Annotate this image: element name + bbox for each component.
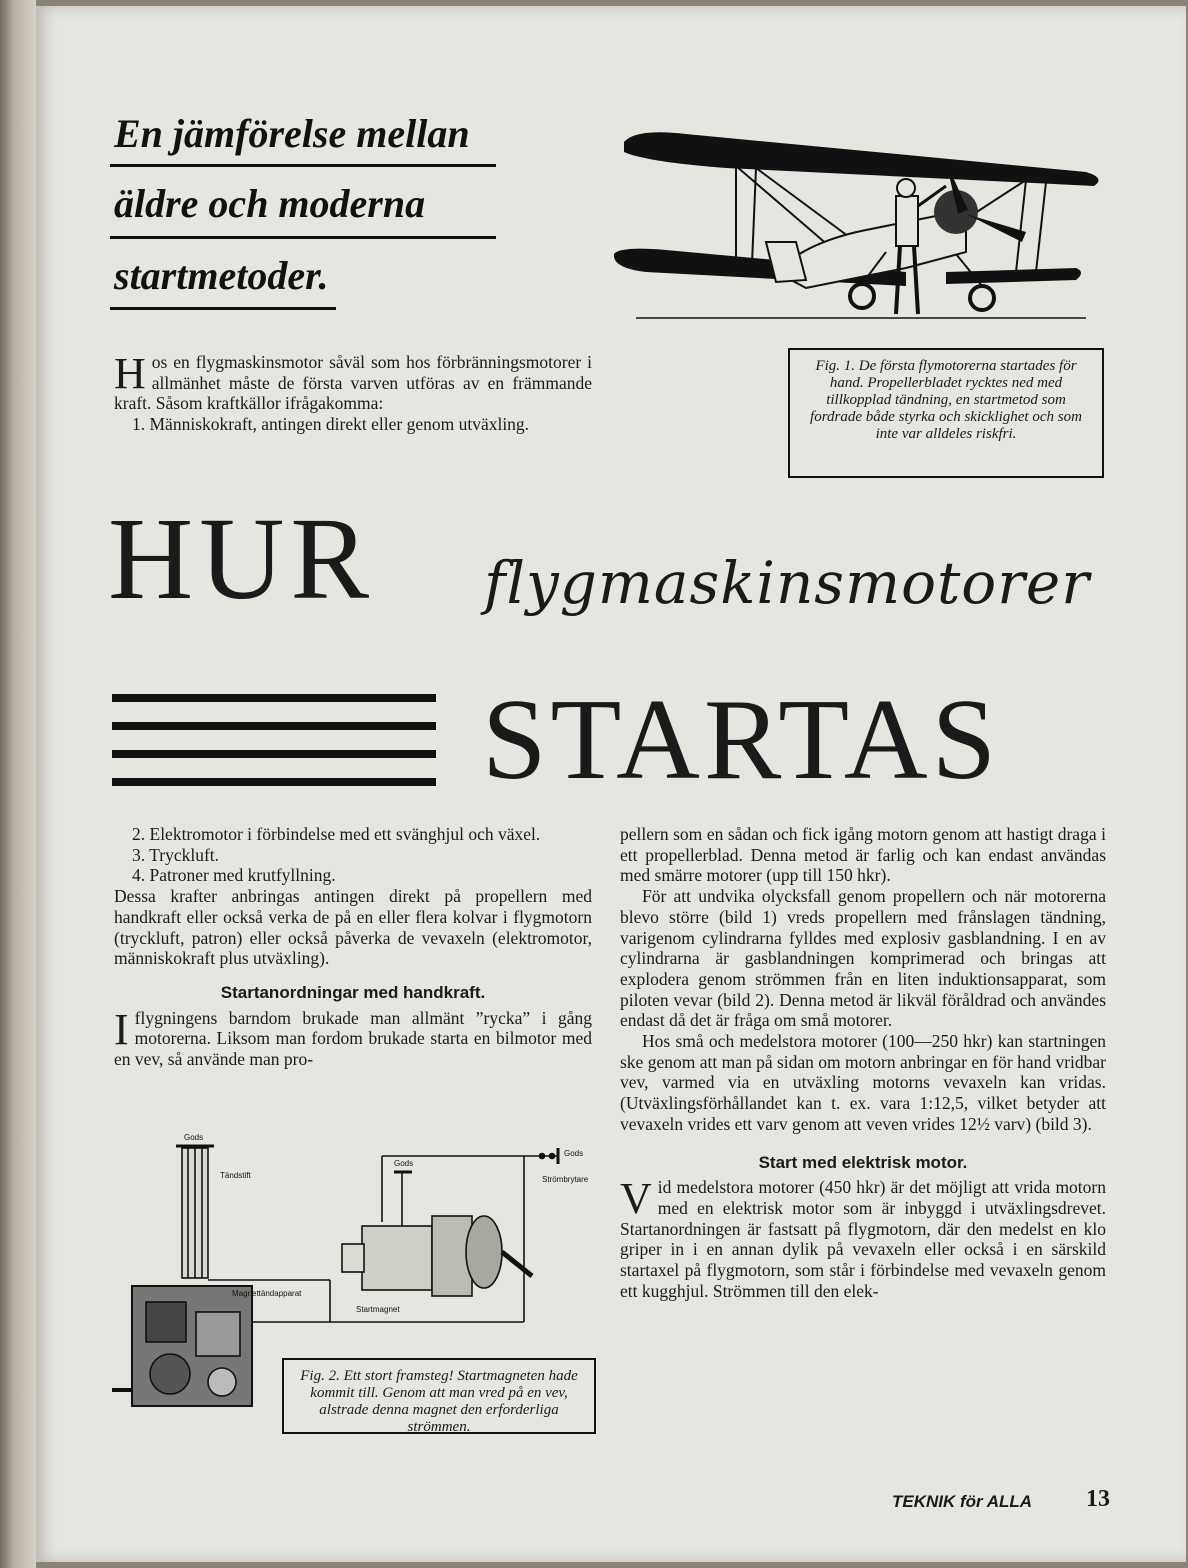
headline-rule-3	[110, 307, 336, 310]
label-magnettandapparat: Magnettändapparat	[232, 1289, 302, 1298]
label-gods-right: Gods	[564, 1149, 584, 1158]
title-stripe-2	[112, 722, 436, 730]
label-gods-mid: Gods	[394, 1159, 414, 1168]
intro-text: os en flygmaskinsmotor såväl som hos förbränningsmotorer i allmänhet måste de första varven utföras av en främmande kraft. Såsom kraftkällor ifrågakomma:	[114, 352, 592, 414]
biplane-illustration	[606, 122, 1106, 322]
fig2-caption: Fig. 2. Ett stort framsteg! Startmagneten hade kommit till. Genom att man vred på en vev, alstrade denna magnet den erforderliga strömmen.	[282, 1358, 596, 1434]
list-item-1: 1. Människokraft, antingen direkt eller genom utväxling.	[132, 414, 530, 435]
intro-section	[114, 349, 592, 435]
title-stripe-4	[112, 778, 436, 786]
footer-magazine-title: TEKNIK för ALLA	[892, 1492, 1033, 1511]
label-strombrytare: Strömbrytare	[542, 1175, 589, 1184]
headline-rule-1	[110, 164, 496, 167]
col2-paragraph-2: För att undvika olycksfall genom propellern och när motorerna blevo större (bild 1) vreds propellern med frånslagen tändning, varigenom cylindrarna fylldes med explosiv gasblandning. I en av cylindrarna är gasblandningen komprimerad och bringas att explodera genom strömmen från en liten induktionsapparat, som piloten vevar (bild 2). Denna metod är likväl föråldrad och användes endast då det är fråga om små motorer.	[620, 886, 1106, 1031]
fig1-caption: Fig. 1. De första flymotorerna startades för hand. Propellerbladet rycktes ned med tillkopplad tändning, en startmetod som fordrade både styrka och skicklighet och som inte var alldeles riskfri.	[788, 348, 1104, 478]
headline-line-3: startmetoder.	[114, 253, 329, 298]
footer-page-number: 13	[1086, 1486, 1110, 1512]
section-heading-handkraft: Startanordningar med handkraft.	[220, 982, 486, 1002]
intro-dropcap: H	[114, 349, 146, 398]
title-stripe-3	[112, 750, 436, 758]
magazine-page	[36, 6, 1186, 1562]
title-stripe-1	[112, 694, 436, 702]
paragraph-1: Dessa krafter anbringas antingen direkt på propellern med handkraft eller också verka de på en eller flera kolvar i flygmotorn (tryckluft, patron) eller också påverka de vevaxeln (elektromotor, människokraft plus utväxling).	[114, 886, 592, 969]
col2-paragraph-4: id medelstora motorer (450 hkr) är det möjligt att vrida motorn med en elektrisk motor som är inbyggd i utväxlingsdrevet. Startanordningen är fastsatt på flygmotorn, där den medelst en klo griper in i en annan dylik på vevaxeln eller också i en särskild startaxel på flygmotorn, som står i förbindelse med vevaxeln genom ett kugghjul. Strömmen till den elek-	[620, 1177, 1106, 1301]
headline-line-2: äldre och moderna	[114, 181, 426, 226]
label-startmagnet: Startmagnet	[356, 1305, 400, 1314]
section-heading-elektrisk: Start med elektrisk motor.	[758, 1152, 968, 1172]
col2-dropcap: V	[620, 1174, 652, 1224]
column-2-text	[620, 824, 1106, 1301]
label-tandstift: Tändstift	[220, 1171, 251, 1180]
headline-line-1: En jämförelse mellan	[114, 111, 470, 156]
list-item-2: 2. Elektromotor i förbindelse med ett svänghjul och växel.	[132, 824, 541, 844]
col2-paragraph-1: pellern som en sådan och fick igång motorn genom att hastigt draga i ett propellerblad. Denna metod är farlig och kan endast användas med smärre motorer (upp till 150 hkr).	[620, 824, 1106, 886]
column-1-text	[114, 824, 592, 1070]
title-hur: HUR	[108, 493, 376, 624]
section1-text: flygningens barndom brukade man allmänt ”rycka” i gång motorerna. Liksom man fordom brukade starta en bilmotor med en vev, så använde man pro-	[114, 1007, 592, 1070]
list-item-4: 4. Patroner med krutfyllning.	[132, 865, 336, 886]
section1-dropcap: I	[114, 1004, 129, 1054]
title-startas: STARTAS	[482, 676, 1001, 804]
label-gods-top: Gods	[184, 1133, 204, 1142]
headline-rule-2	[110, 236, 496, 239]
list-item-3: 3. Tryckluft.	[132, 844, 220, 865]
col2-paragraph-3: Hos små och medelstora motorer (100—250 hkr) kan startningen ske genom att man på sidan om motorn anbringar en för hand vridbar vev, varmed via en utväxling motorns vevaxeln kan vridas. (Utväxlingsförhållandet kan t. ex. vara 1:12,5, vilket betyder att vevaxeln vrides ett varv genom att veven vrides 12½ varv) (bild 3).	[620, 1031, 1106, 1134]
book-spine	[0, 0, 36, 1568]
title-script: flygmaskinsmotorer	[484, 549, 1090, 617]
